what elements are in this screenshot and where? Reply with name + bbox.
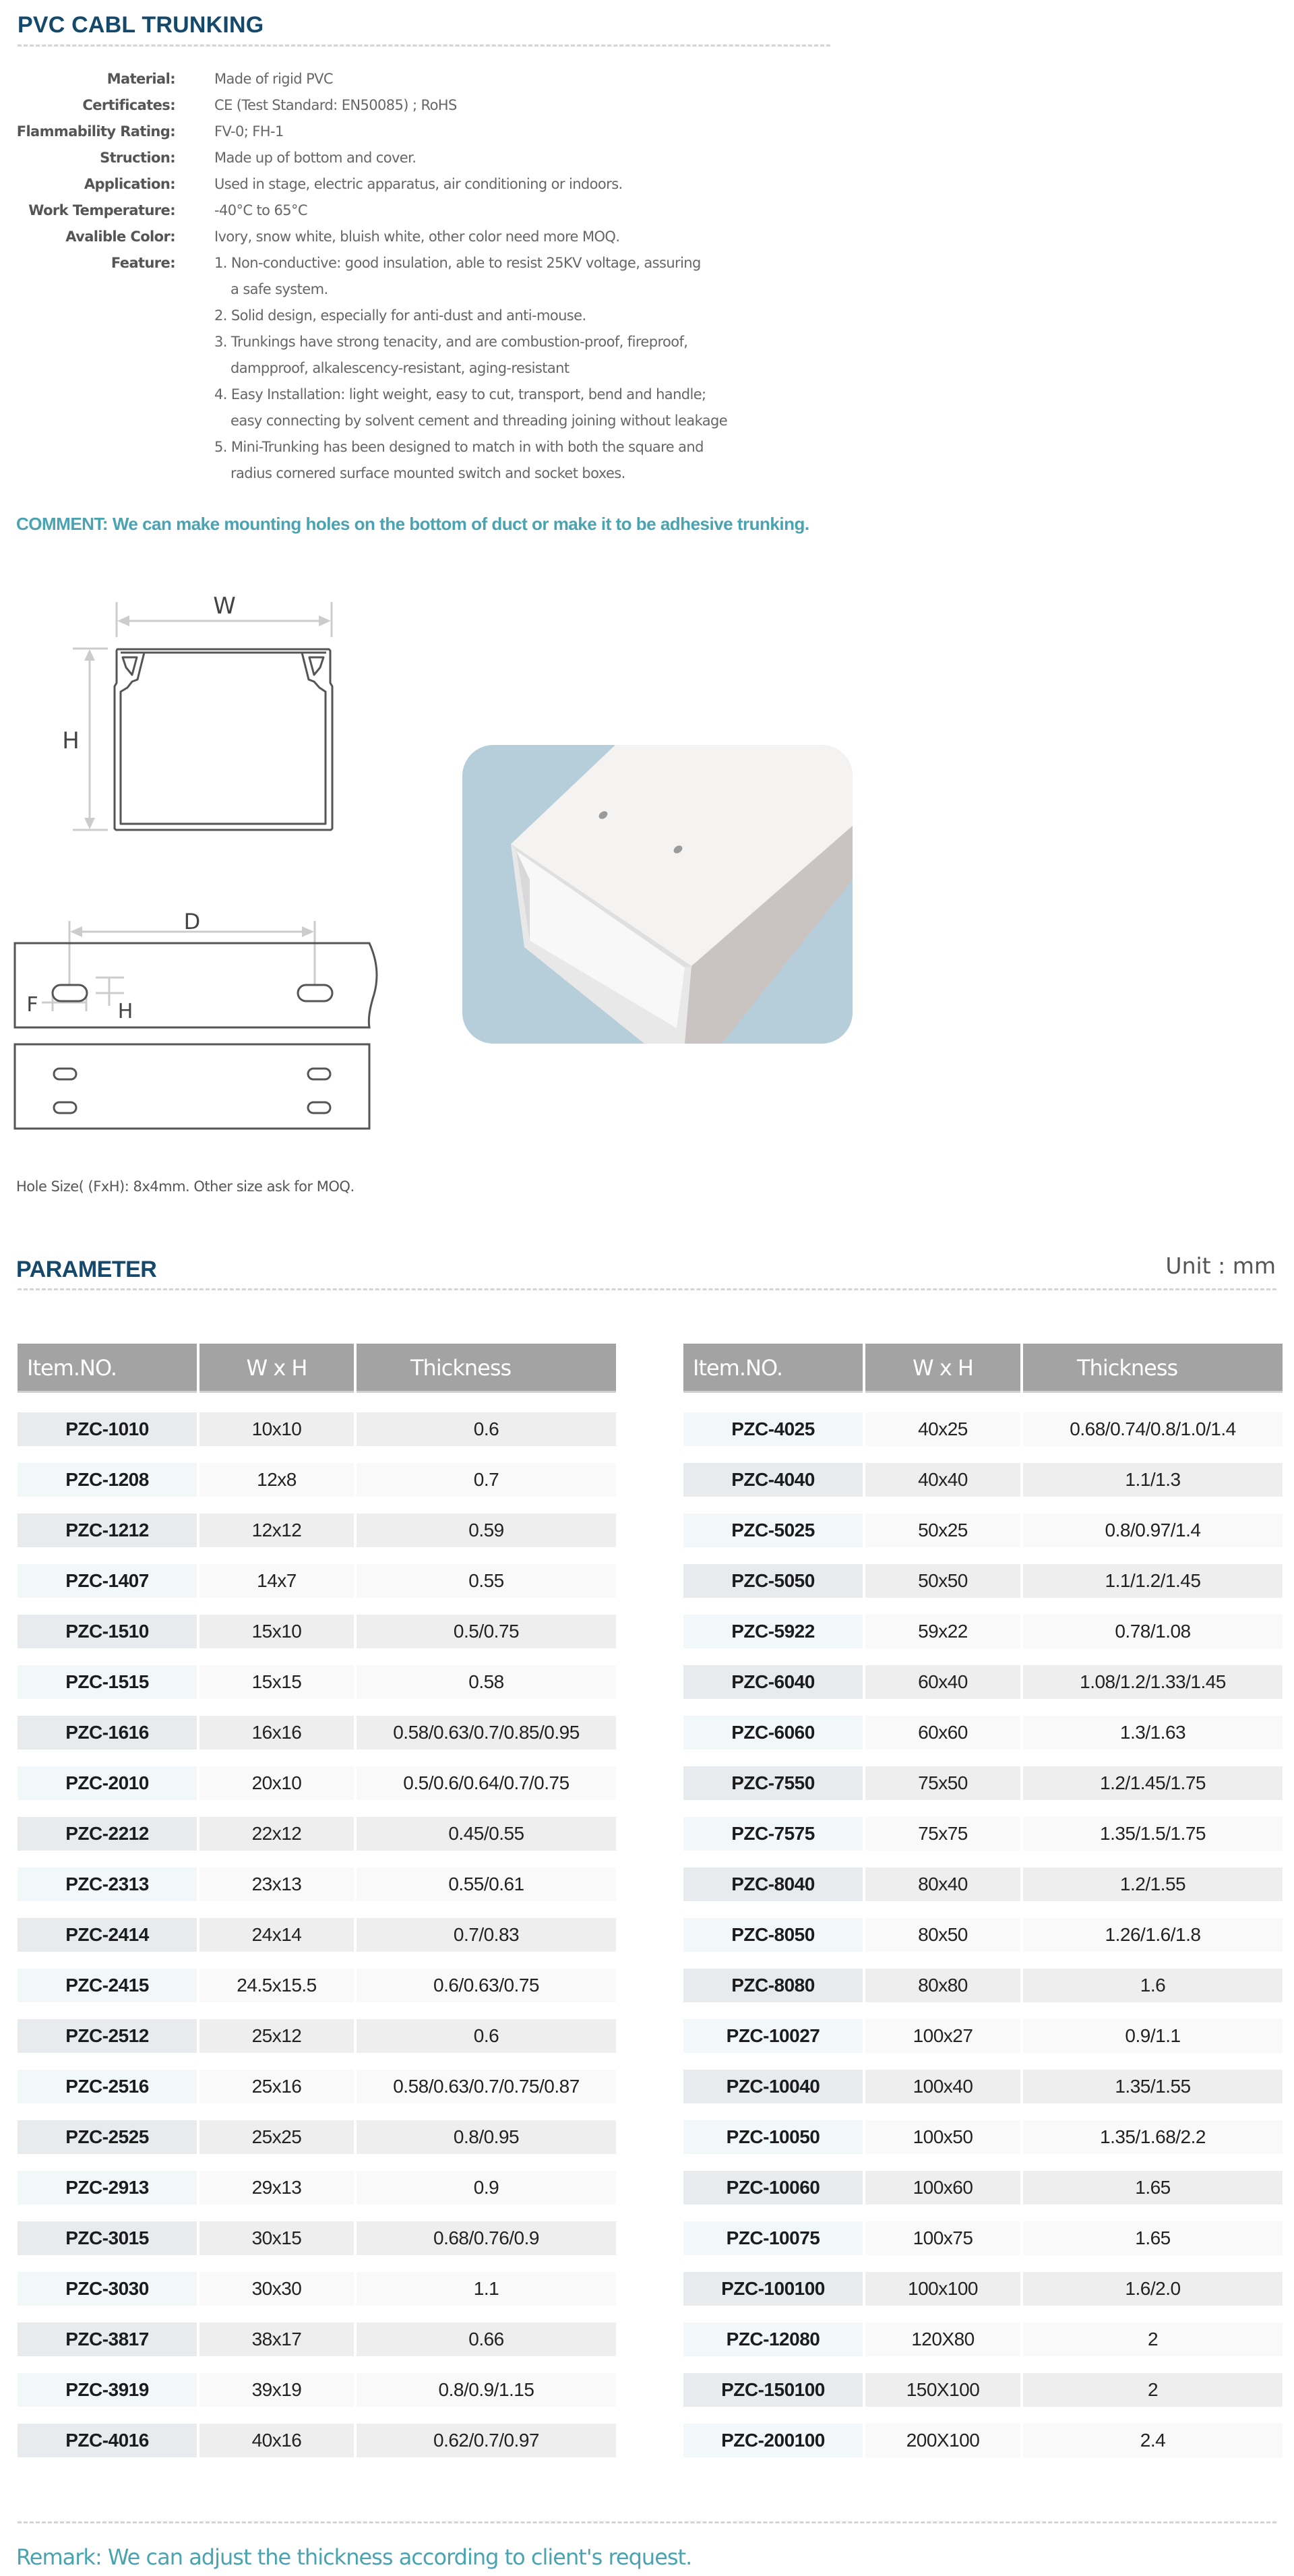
table-row [18,1463,616,1497]
spec-value: -40°C to 65°C [214,202,307,218]
cell-item-no: PZC-1515 [18,1665,197,1699]
title-divider [18,44,830,47]
cell-item-no: PZC-7550 [683,1766,863,1800]
cell-thickness: 0.7/0.83 [357,1918,616,1952]
column-header-thickness: Thickness [357,1344,616,1393]
column-header-w-x-h: W x H [865,1344,1020,1393]
feature-line: 2. Solid design, especially for anti-dust and anti-mouse. [214,307,586,324]
cell-dimensions: 100x60 [865,2171,1020,2205]
cell-thickness: 0.68/0.74/0.8/1.0/1.4 [1023,1412,1283,1446]
table-row [683,2373,1283,2407]
cell-dimensions: 22x12 [199,1817,354,1851]
cell-thickness: 0.58/0.63/0.7/0.85/0.95 [357,1716,616,1749]
cell-item-no: PZC-10075 [683,2221,863,2255]
feature-line: 1. Non-conductive: good insulation, able to resist 25KV voltage, assuring [214,255,701,271]
cell-thickness: 1.2/1.55 [1023,1867,1283,1901]
cell-thickness: 0.78/1.08 [1023,1615,1283,1648]
table-row [18,1817,616,1851]
table-row [683,1665,1283,1699]
cell-dimensions: 75x75 [865,1817,1020,1851]
cell-item-no: PZC-2414 [18,1918,197,1952]
cell-dimensions: 40x25 [865,1412,1020,1446]
cell-dimensions: 60x40 [865,1665,1020,1699]
spec-row-color [0,224,876,250]
cell-item-no: PZC-1010 [18,1412,197,1446]
cross-section-diagram [0,573,377,843]
cell-thickness: 0.66 [357,2323,616,2356]
footer-divider [18,2521,1276,2523]
table-row [683,2019,1283,2053]
table-row [18,2171,616,2205]
cell-thickness: 0.9 [357,2171,616,2205]
spec-label: Avalible Color: [65,229,175,245]
spec-label: Feature: [111,255,175,271]
table-row [18,1918,616,1952]
cell-item-no: PZC-2525 [18,2120,197,2154]
cell-dimensions: 30x15 [199,2221,354,2255]
cell-item-no: PZC-100100 [683,2272,863,2306]
table-row [18,1514,616,1547]
cell-item-no: PZC-10050 [683,2120,863,2154]
cell-thickness: 1.1/1.3 [1023,1463,1283,1497]
cell-dimensions: 16x16 [199,1716,354,1749]
trunking-image-icon [462,745,853,1044]
spec-value: Used in stage, electric apparatus, air conditioning or indoors. [214,176,623,192]
column-header-item-no: Item.NO. [18,1344,197,1393]
cell-dimensions: 100x75 [865,2221,1020,2255]
cell-item-no: PZC-12080 [683,2323,863,2356]
cell-thickness: 1.35/1.55 [1023,2070,1283,2103]
cell-dimensions: 14x7 [199,1564,354,1598]
cell-item-no: PZC-8050 [683,1918,863,1952]
product-photo [462,745,853,1044]
feature-list [214,250,727,487]
cell-dimensions: 30x30 [199,2272,354,2306]
table-row [683,1716,1283,1749]
cell-dimensions: 12x8 [199,1463,354,1497]
table-row [18,1615,616,1648]
table-row [683,1867,1283,1901]
cell-item-no: PZC-200100 [683,2424,863,2457]
cell-dimensions: 20x10 [199,1766,354,1800]
spec-value: Made of rigid PVC [214,71,333,87]
cell-dimensions: 24.5x15.5 [199,1969,354,2002]
spec-row-application [0,171,876,198]
cell-thickness: 0.55/0.61 [357,1867,616,1901]
cell-thickness: 1.6/2.0 [1023,2272,1283,2306]
table-row [683,1817,1283,1851]
column-header-item-no: Item.NO. [683,1344,863,1393]
cell-thickness: 0.62/0.7/0.97 [357,2424,616,2457]
distance-label: D [183,909,201,934]
cell-dimensions: 50x25 [865,1514,1020,1547]
cell-item-no: PZC-2010 [18,1766,197,1800]
cell-item-no: PZC-2913 [18,2171,197,2205]
table-row [683,2070,1283,2103]
cell-item-no: PZC-2415 [18,1969,197,2002]
table-row [18,1766,616,1800]
cell-dimensions: 100x100 [865,2272,1020,2306]
cell-dimensions: 25x12 [199,2019,354,2053]
cell-thickness: 2 [1023,2323,1283,2356]
table-row [683,1918,1283,1952]
cell-dimensions: 120X80 [865,2323,1020,2356]
cell-dimensions: 80x80 [865,1969,1020,2002]
cell-thickness: 1.65 [1023,2171,1283,2205]
spec-label: Flammability Rating: [16,123,175,140]
cell-dimensions: 150X100 [865,2373,1020,2407]
cell-item-no: PZC-8080 [683,1969,863,2002]
cell-dimensions: 100x27 [865,2019,1020,2053]
cell-thickness: 1.26/1.6/1.8 [1023,1918,1283,1952]
table-row [18,1412,616,1446]
table-row [18,2272,616,2306]
parameter-table-left [18,1344,616,2457]
left-table-body [18,1412,616,2457]
table-row [683,2171,1283,2205]
feature-line: a safe system. [230,281,328,297]
cell-dimensions: 75x50 [865,1766,1020,1800]
cell-dimensions: 60x60 [865,1716,1020,1749]
cell-dimensions: 100x40 [865,2070,1020,2103]
cell-item-no: PZC-2516 [18,2070,197,2103]
right-table-body [683,1412,1283,2457]
cell-dimensions: 15x10 [199,1615,354,1648]
spec-row-feature [0,250,876,487]
spec-value: Ivory, snow white, bluish white, other color need more MOQ. [214,229,620,245]
table-row [18,2323,616,2356]
spec-value: FV-0; FH-1 [214,123,284,140]
cell-item-no: PZC-150100 [683,2373,863,2407]
spec-row-material [0,66,876,92]
cell-item-no: PZC-1208 [18,1463,197,1497]
cell-item-no: PZC-5025 [683,1514,863,1547]
feature-line: radius cornered surface mounted switch and socket boxes. [230,465,625,481]
cell-thickness: 1.1/1.2/1.45 [1023,1564,1283,1598]
cell-thickness: 0.7 [357,1463,616,1497]
cell-item-no: PZC-6040 [683,1665,863,1699]
table-row [683,1412,1283,1446]
cell-thickness: 1.3/1.63 [1023,1716,1283,1749]
table-row [683,2424,1283,2457]
cell-item-no: PZC-3919 [18,2373,197,2407]
cell-dimensions: 50x50 [865,1564,1020,1598]
cell-item-no: PZC-10060 [683,2171,863,2205]
table-row [18,2019,616,2053]
cell-dimensions: 25x16 [199,2070,354,2103]
cell-item-no: PZC-1212 [18,1514,197,1547]
cell-thickness: 2.4 [1023,2424,1283,2457]
parameter-table-right [683,1344,1283,2457]
cell-thickness: 1.1 [357,2272,616,2306]
cell-item-no: PZC-1616 [18,1716,197,1749]
cell-dimensions: 10x10 [199,1412,354,1446]
parameter-divider [18,1288,1276,1290]
spec-list [0,66,876,487]
table-row [18,1716,616,1749]
cell-thickness: 0.8/0.95 [357,2120,616,2154]
cell-item-no: PZC-5050 [683,1564,863,1598]
cell-thickness: 1.6 [1023,1969,1283,2002]
feature-line: 4. Easy Installation: light weight, easy to cut, transport, bend and handle; [214,386,706,402]
table-row [18,2424,616,2457]
hole-f-label: F [26,993,38,1017]
cell-thickness: 0.59 [357,1514,616,1547]
mounting-hole-diagram [0,903,391,1139]
table-row [683,2323,1283,2356]
table-header [683,1344,1283,1393]
column-header-thickness: Thickness [1023,1344,1283,1393]
cell-item-no: PZC-8040 [683,1867,863,1901]
cell-dimensions: 24x14 [199,1918,354,1952]
cell-dimensions: 40x16 [199,2424,354,2457]
page-title: PVC CABL TRUNKING [18,12,264,38]
table-row [683,1564,1283,1598]
table-row [683,2272,1283,2306]
table-row [683,1615,1283,1648]
cell-thickness: 1.2/1.45/1.75 [1023,1766,1283,1800]
cell-item-no: PZC-6060 [683,1716,863,1749]
spec-label: Material: [106,71,175,87]
cell-item-no: PZC-10027 [683,2019,863,2053]
table-row [18,1867,616,1901]
cell-item-no: PZC-1407 [18,1564,197,1598]
table-row [18,2070,616,2103]
spec-value: CE (Test Standard: EN50085) ; RoHS [214,97,457,113]
cell-item-no: PZC-3015 [18,2221,197,2255]
cell-dimensions: 23x13 [199,1867,354,1901]
cell-dimensions: 80x50 [865,1918,1020,1952]
cell-thickness: 0.58 [357,1665,616,1699]
table-row [683,2221,1283,2255]
cell-thickness: 0.6/0.63/0.75 [357,1969,616,2002]
cell-dimensions: 39x19 [199,2373,354,2407]
cell-dimensions: 100x50 [865,2120,1020,2154]
hole-size-note: Hole Size( (FxH): 8x4mm. Other size ask for MOQ. [16,1178,355,1195]
cell-item-no: PZC-5922 [683,1615,863,1648]
cell-thickness: 0.8/0.9/1.15 [357,2373,616,2407]
spec-row-flammability [0,119,876,145]
cell-thickness: 1.65 [1023,2221,1283,2255]
cell-thickness: 0.6 [357,1412,616,1446]
cell-item-no: PZC-3817 [18,2323,197,2356]
feature-line: easy connecting by solvent cement and threading joining without leakage [230,413,728,429]
table-row [18,1969,616,2002]
feature-line: dampproof, alkalescency-resistant, aging-resistant [230,360,569,376]
cell-thickness: 2 [1023,2373,1283,2407]
table-row [683,1514,1283,1547]
cell-item-no: PZC-2512 [18,2019,197,2053]
unit-label: Unit : mm [1165,1253,1276,1279]
cell-dimensions: 80x40 [865,1867,1020,1901]
feature-line: 5. Mini-Trunking has been designed to match in with both the square and [214,439,704,455]
cell-dimensions: 29x13 [199,2171,354,2205]
column-header-w-x-h: W x H [199,1344,354,1393]
table-row [683,1766,1283,1800]
table-row [18,2373,616,2407]
spec-label: Struction: [100,150,175,166]
cell-dimensions: 200X100 [865,2424,1020,2457]
cell-item-no: PZC-4016 [18,2424,197,2457]
spec-label: Certificates: [82,97,175,113]
cell-item-no: PZC-7575 [683,1817,863,1851]
table-row [18,2120,616,2154]
table-row [683,1969,1283,2002]
width-label: W [213,593,236,620]
comment-note: COMMENT: We can make mounting holes on the bottom of duct or make it to be adhesive trunking. [16,514,809,534]
spec-row-work-temperature [0,198,876,224]
spec-label: Work Temperature: [28,202,175,218]
cell-dimensions: 59x22 [865,1615,1020,1648]
cell-dimensions: 40x40 [865,1463,1020,1497]
cell-item-no: PZC-2212 [18,1817,197,1851]
table-row [18,1564,616,1598]
cell-thickness: 0.8/0.97/1.4 [1023,1514,1283,1547]
remark-note: Remark: We can adjust the thickness according to client's request. [16,2544,692,2570]
hole-h-label: H [117,1000,133,1023]
cell-dimensions: 38x17 [199,2323,354,2356]
cell-thickness: 0.68/0.76/0.9 [357,2221,616,2255]
spec-value: Made up of bottom and cover. [214,150,417,166]
table-row [683,2120,1283,2154]
spec-label: Application: [84,176,175,192]
height-label: H [62,727,80,754]
table-row [18,1665,616,1699]
cell-dimensions: 15x15 [199,1665,354,1699]
cell-thickness: 1.35/1.68/2.2 [1023,2120,1283,2154]
cell-item-no: PZC-4025 [683,1412,863,1446]
cell-item-no: PZC-3030 [18,2272,197,2306]
cell-thickness: 0.5/0.75 [357,1615,616,1648]
cell-item-no: PZC-2313 [18,1867,197,1901]
cell-item-no: PZC-4040 [683,1463,863,1497]
cell-item-no: PZC-10040 [683,2070,863,2103]
table-header [18,1344,616,1393]
parameter-title: PARAMETER [16,1257,157,1282]
cell-thickness: 1.35/1.5/1.75 [1023,1817,1283,1851]
cell-item-no: PZC-1510 [18,1615,197,1648]
cell-thickness: 0.45/0.55 [357,1817,616,1851]
cell-thickness: 0.6 [357,2019,616,2053]
cell-thickness: 0.5/0.6/0.64/0.7/0.75 [357,1766,616,1800]
spec-row-struction [0,145,876,171]
cell-dimensions: 25x25 [199,2120,354,2154]
table-row [683,1463,1283,1497]
cell-dimensions: 12x12 [199,1514,354,1547]
cell-thickness: 0.58/0.63/0.7/0.75/0.87 [357,2070,616,2103]
feature-line: 3. Trunkings have strong tenacity, and are combustion-proof, fireproof, [214,334,688,350]
cell-thickness: 0.9/1.1 [1023,2019,1283,2053]
cell-thickness: 0.55 [357,1564,616,1598]
table-row [18,2221,616,2255]
cell-thickness: 1.08/1.2/1.33/1.45 [1023,1665,1283,1699]
spec-row-certificates [0,92,876,119]
